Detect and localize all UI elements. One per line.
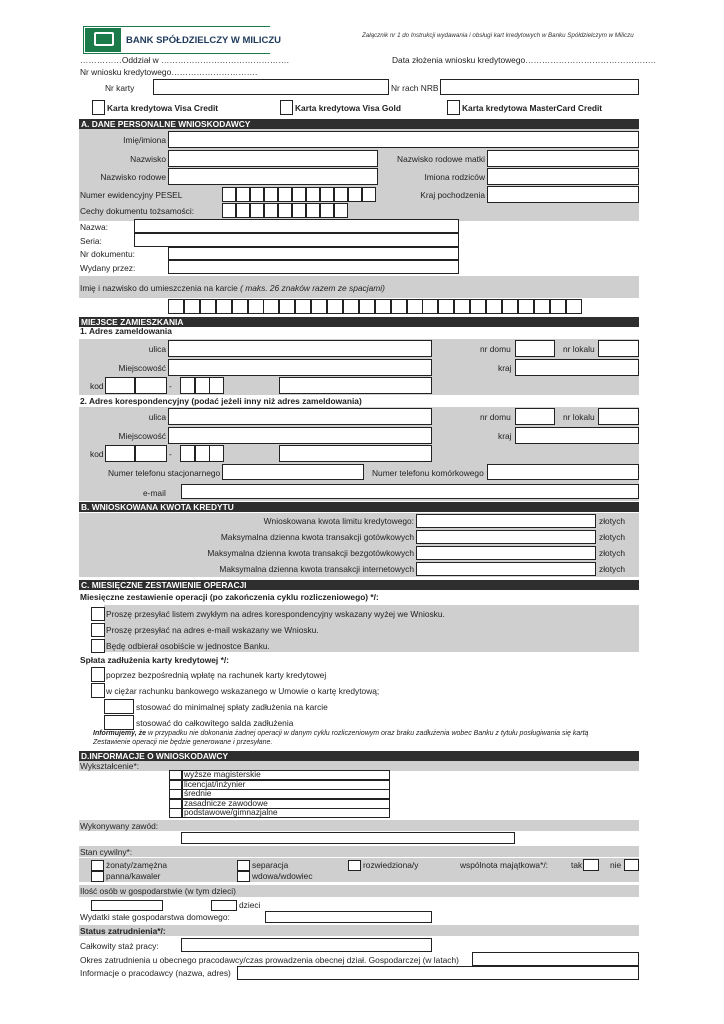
zawod-label: Wykonywany zawód: bbox=[80, 821, 159, 831]
ilosc-label: Ilość osób w gospodarstwie (w tym dzieci) bbox=[80, 886, 236, 896]
edu-option: średnie bbox=[184, 788, 212, 798]
kwota-field[interactable] bbox=[416, 530, 596, 544]
name-char-box[interactable] bbox=[232, 299, 248, 314]
name-char-box[interactable] bbox=[184, 299, 200, 314]
rozwiedziona-label: rozwiedziona/y bbox=[363, 860, 419, 870]
kwota-field[interactable] bbox=[416, 514, 596, 528]
card-type-label: Karta kredytowa Visa Gold bbox=[295, 103, 401, 113]
section-c-header: C. MIESIĘCZNE ZESTAWIENIE OPERACJI bbox=[79, 580, 639, 590]
splata-sub-option: stosować do minimalnej spłaty zadłużenia na karcie bbox=[136, 702, 328, 712]
tel-stac-field[interactable] bbox=[222, 464, 364, 480]
zawod-field[interactable] bbox=[181, 832, 515, 844]
pesel-digit-box[interactable] bbox=[320, 187, 334, 202]
status-label: Status zatrudnienia*/: bbox=[80, 926, 166, 936]
name-char-box[interactable] bbox=[200, 299, 216, 314]
ulica-label: ulica bbox=[148, 412, 166, 422]
imie-label: Imię/imiona bbox=[123, 135, 166, 145]
pesel-label: Numer ewidencyjny PESEL bbox=[80, 190, 183, 200]
tel-kom-field[interactable] bbox=[487, 464, 639, 480]
section-a-header: A. DANE PERSONALNE WNIOSKODAWCY bbox=[79, 119, 639, 129]
oddzial-line: ……………Oddział w ………………………………………. bbox=[80, 55, 289, 65]
pesel-digit-box[interactable] bbox=[362, 187, 376, 202]
kwota-label: Maksymalna dzienna kwota transakcji gotówkowych bbox=[220, 532, 414, 542]
cechy-char-box[interactable] bbox=[292, 203, 306, 218]
zestawienie-option: Proszę przesyłać na adres e-mail wskazany we Wniosku. bbox=[106, 625, 319, 635]
cechy-char-box[interactable] bbox=[264, 203, 278, 218]
nr-lokalu-label: nr lokalu bbox=[563, 344, 595, 354]
splata-option: w ciężar rachunku bankowego wskazanego w Umowie o kartę kredytową; bbox=[106, 686, 380, 696]
section-d-header: D.INFORMACJE O WNIOSKODAWCY bbox=[79, 751, 639, 761]
seria-label: Seria: bbox=[80, 236, 102, 246]
cechy-char-box[interactable] bbox=[278, 203, 292, 218]
kwota-field[interactable] bbox=[416, 546, 596, 560]
kwota-label: Maksymalna dzienna kwota transakcji internetowych bbox=[219, 564, 414, 574]
name-char-box[interactable] bbox=[502, 299, 518, 314]
nazwa-field[interactable] bbox=[134, 219, 459, 233]
kod-box[interactable] bbox=[195, 445, 210, 462]
nr-lokalu-label: nr lokalu bbox=[563, 412, 595, 422]
kod-label: kod bbox=[90, 449, 104, 459]
imie-field[interactable] bbox=[168, 131, 639, 148]
kraj-field[interactable] bbox=[515, 359, 639, 376]
kod-box[interactable] bbox=[135, 377, 167, 394]
name-char-box[interactable] bbox=[279, 299, 295, 314]
edu-checkbox[interactable] bbox=[169, 808, 182, 818]
kraj-field[interactable] bbox=[515, 427, 639, 444]
miejscowosc-label: Miejscowość bbox=[118, 431, 166, 441]
name-char-box[interactable] bbox=[391, 299, 407, 314]
kwota-unit: złotych bbox=[599, 548, 626, 558]
kwota-unit: złotych bbox=[599, 532, 626, 542]
info-note-2: Zestawienie operacji nie będzie generowane i przesyłane. bbox=[93, 739, 273, 746]
name-char-box[interactable] bbox=[407, 299, 423, 314]
miejscowosc-field[interactable] bbox=[168, 427, 432, 444]
tel-kom-label: Numer telefonu komórkowego bbox=[372, 468, 484, 478]
cechy-char-box[interactable] bbox=[306, 203, 320, 218]
wyksztalcenie-label: Wykształcenie*: bbox=[80, 761, 140, 771]
tel-stac-label: Numer telefonu stacjonarnego bbox=[108, 468, 221, 478]
name-char-box[interactable] bbox=[248, 299, 264, 314]
kwota-unit: złotych bbox=[599, 564, 626, 574]
panna-checkbox[interactable] bbox=[91, 871, 104, 882]
name-char-box[interactable] bbox=[295, 299, 311, 314]
kwota-field[interactable] bbox=[416, 562, 596, 576]
card-type-label: Karta kredytowa MasterCard Credit bbox=[462, 103, 603, 113]
splata-checkbox[interactable] bbox=[91, 667, 105, 682]
splata-option: poprzez bezpośrednią wpłatę na rachunek karty kredytowej bbox=[106, 670, 327, 680]
kod-box[interactable] bbox=[209, 377, 224, 394]
email-label: e-mail bbox=[143, 488, 166, 498]
name-char-box[interactable] bbox=[486, 299, 502, 314]
zestawienie-checkbox[interactable] bbox=[91, 607, 105, 621]
nr-domu-label: nr domu bbox=[480, 412, 511, 422]
address-zamel-title: 1. Adres zameldowania bbox=[80, 326, 172, 336]
ulica-field[interactable] bbox=[168, 340, 432, 357]
pesel-digit-box[interactable] bbox=[264, 187, 278, 202]
zonaty-checkbox[interactable] bbox=[91, 860, 104, 871]
nazwisko-rodowe-label: Nazwisko rodowe bbox=[100, 172, 166, 182]
nr-domu-field[interactable] bbox=[515, 408, 555, 425]
nr-dok-label: Nr dokumentu: bbox=[80, 249, 135, 259]
nie-checkbox[interactable] bbox=[624, 859, 639, 871]
address-koresp-title: 2. Adres korespondencyjny (podać jeżeli inny niż adres zameldowania) bbox=[80, 396, 362, 406]
name-char-box[interactable] bbox=[375, 299, 391, 314]
splata-title: Spłata zadłużenia karty kredytowej */: bbox=[80, 655, 229, 665]
nazwisko-matki-field[interactable] bbox=[487, 150, 639, 167]
okres-label: Okres zatrudnienia u obecnego pracodawcy/czas prowadzenia obecnej dział. Gospodarczej (w latach) bbox=[80, 955, 459, 965]
kwota-label: Maksymalna dzienna kwota transakcji bezgotówkowych bbox=[207, 548, 414, 558]
pesel-digit-box[interactable] bbox=[236, 187, 250, 202]
cechy-char-box[interactable] bbox=[334, 203, 348, 218]
wydatki-label: Wydatki stałe gospodarstwa domowego: bbox=[80, 912, 230, 922]
nr-lokalu-field[interactable] bbox=[598, 408, 639, 425]
name-char-box[interactable] bbox=[470, 299, 486, 314]
rozwiedziona-checkbox[interactable] bbox=[348, 860, 361, 871]
name-char-box[interactable] bbox=[343, 299, 359, 314]
edu-checkbox[interactable] bbox=[169, 789, 182, 799]
kraj-label: kraj bbox=[498, 363, 512, 373]
nr-rach-label: Nr rach NRB bbox=[391, 83, 439, 93]
cechy-label: Cechy dokumentu tożsamości: bbox=[80, 206, 195, 216]
kod-box[interactable] bbox=[105, 377, 135, 394]
nazwisko-label: Nazwisko bbox=[130, 154, 166, 164]
stan-label: Stan cywilny*: bbox=[80, 847, 133, 857]
card-type-checkbox[interactable] bbox=[280, 100, 293, 115]
pesel-digit-box[interactable] bbox=[250, 187, 264, 202]
kod-box[interactable] bbox=[195, 377, 210, 394]
kod-box[interactable] bbox=[180, 445, 195, 462]
pesel-digit-box[interactable] bbox=[306, 187, 320, 202]
name-char-box[interactable] bbox=[311, 299, 327, 314]
card-type-checkbox[interactable] bbox=[447, 100, 460, 115]
name-char-box[interactable] bbox=[216, 299, 232, 314]
wydany-label: Wydany przez: bbox=[80, 263, 136, 273]
card-type-checkbox[interactable] bbox=[92, 100, 105, 115]
cechy-char-box[interactable] bbox=[320, 203, 334, 218]
nr-wniosku: Nr wniosku kredytowego…………………………. bbox=[80, 67, 258, 77]
name-char-box[interactable] bbox=[518, 299, 534, 314]
name-char-box[interactable] bbox=[534, 299, 550, 314]
bank-name: BANK SPÓŁDZIELCZY W MILICZU bbox=[126, 35, 281, 46]
pesel-digit-box[interactable] bbox=[334, 187, 348, 202]
kraj-label: kraj bbox=[498, 431, 512, 441]
nr-karty-label: Nr karty bbox=[105, 83, 135, 93]
zestawienie-checkbox[interactable] bbox=[91, 639, 105, 653]
zestawienie-option: Będę odbierał osobiście w jednostce Banku. bbox=[106, 641, 270, 651]
kod-extra-field[interactable] bbox=[279, 445, 432, 462]
nr-karty-field[interactable] bbox=[153, 79, 389, 95]
name-char-box[interactable] bbox=[359, 299, 375, 314]
separacja-checkbox[interactable] bbox=[237, 860, 250, 871]
name-char-box[interactable] bbox=[454, 299, 470, 314]
kod-box[interactable] bbox=[105, 445, 135, 462]
dzieci-label: dzieci bbox=[239, 900, 261, 910]
nie-label: nie bbox=[610, 860, 622, 870]
wydany-field[interactable] bbox=[168, 260, 459, 274]
tak-label: tak bbox=[571, 860, 583, 870]
panna-label: panna/kawaler bbox=[106, 871, 161, 881]
kwota-label: Wnioskowana kwota limitu kredytowego: bbox=[263, 516, 414, 526]
edu-option: podstawowe/gimnazjalne bbox=[184, 807, 278, 817]
edu-checkbox[interactable] bbox=[169, 799, 182, 809]
kraj-pochodzenia-label: Kraj pochodzenia bbox=[420, 190, 485, 200]
splata-sub-checkbox[interactable] bbox=[104, 699, 134, 714]
nr-lokalu-field[interactable] bbox=[598, 340, 639, 357]
edu-option: wyższe magisterskie bbox=[184, 769, 261, 779]
annex-note: Załącznik nr 1 do Instrukcji wydawania i obsługi kart kredytowych w Banku Spółdzielczym w Miliczu bbox=[362, 32, 634, 39]
name-char-box[interactable] bbox=[422, 299, 438, 314]
kod-box[interactable] bbox=[180, 377, 195, 394]
pesel-digit-box[interactable] bbox=[222, 187, 236, 202]
okres-field[interactable] bbox=[472, 952, 639, 966]
name-char-box[interactable] bbox=[550, 299, 566, 314]
miejscowosc-label: Miejscowość bbox=[118, 363, 166, 373]
nr-dok-field[interactable] bbox=[168, 247, 459, 260]
info-pracodawca-label: Informacje o pracodawcy (nazwa, adres) bbox=[80, 968, 231, 978]
info-pracodawca-field[interactable] bbox=[237, 966, 639, 980]
tak-checkbox[interactable] bbox=[583, 859, 599, 871]
zestawienie-option: Proszę przesyłać listem zwykłym na adres korespondencyjny wskazany wyżej we Wniosku. bbox=[106, 609, 445, 619]
email-field[interactable] bbox=[181, 484, 639, 499]
kwota-unit: złotych bbox=[599, 516, 626, 526]
name-char-box[interactable] bbox=[168, 299, 184, 314]
wdowa-label: wdowa/wdowiec bbox=[252, 871, 313, 881]
splata-checkbox[interactable] bbox=[91, 683, 105, 698]
cechy-char-box[interactable] bbox=[250, 203, 264, 218]
info-note: Informujemy, że w przypadku nie dokonania żadnej operacji w danym cyklu rozliczeniowym oraz braku zadłużenia wobec Banku z tytułu posługiwania się kartą bbox=[93, 730, 589, 737]
dzieci-field[interactable] bbox=[211, 900, 237, 911]
edu-option: licencjat/inżynier bbox=[184, 778, 246, 789]
wydatki-field[interactable] bbox=[265, 911, 432, 923]
kod-label: kod bbox=[90, 381, 104, 391]
name-char-box[interactable] bbox=[566, 299, 582, 314]
edu-checkbox[interactable] bbox=[169, 770, 182, 780]
nazwisko-field[interactable] bbox=[168, 150, 378, 167]
nazwisko-matki-label: Nazwisko rodowe matki bbox=[397, 154, 485, 164]
separacja-label: separacja bbox=[252, 860, 289, 870]
ulica-label: ulica bbox=[148, 344, 166, 354]
kod-box[interactable] bbox=[135, 445, 167, 462]
seria-field[interactable] bbox=[134, 233, 459, 247]
bank-logo bbox=[83, 26, 281, 54]
nazwisko-rodowe-field[interactable] bbox=[168, 168, 378, 185]
ilosc-field[interactable] bbox=[91, 900, 163, 911]
staz-label: Całkowity staż pracy: bbox=[80, 941, 159, 951]
address-header: MIEJSCE ZAMIESZKANIA bbox=[79, 317, 639, 327]
name-char-box[interactable] bbox=[263, 299, 279, 314]
edu-checkbox[interactable] bbox=[169, 780, 182, 790]
pesel-digit-box[interactable] bbox=[292, 187, 306, 202]
nr-rach-field[interactable] bbox=[440, 79, 639, 95]
edu-option: zasadnicze zawodowe bbox=[184, 797, 268, 808]
pesel-digit-box[interactable] bbox=[348, 187, 362, 202]
kod-dash: - bbox=[169, 381, 172, 391]
wdowa-checkbox[interactable] bbox=[237, 871, 250, 882]
zestawienie-checkbox[interactable] bbox=[91, 623, 105, 637]
section-b-header: B. WNIOSKOWANA KWOTA KREDYTU bbox=[79, 502, 639, 512]
ulica-field[interactable] bbox=[168, 408, 432, 425]
zonaty-label: żonaty/zamężna bbox=[106, 860, 167, 870]
wspolnota-label: wspólnota majątkowa*/: bbox=[460, 860, 548, 870]
cechy-char-box[interactable] bbox=[222, 203, 236, 218]
kraj-pochodzenia-field[interactable] bbox=[487, 186, 639, 203]
name-char-box[interactable] bbox=[327, 299, 343, 314]
data-zlozenia: Data złożenia wniosku kredytowego……………………………………….. bbox=[392, 55, 656, 65]
imiona-rodzicow-label: Imiona rodziców bbox=[424, 172, 485, 182]
miejscowosc-field[interactable] bbox=[168, 359, 432, 376]
card-type-label: Karta kredytowa Visa Credit bbox=[107, 103, 219, 113]
cechy-char-box[interactable] bbox=[236, 203, 250, 218]
name-char-box[interactable] bbox=[438, 299, 454, 314]
splata-sub-option: stosować do całkowitego salda zadłużenia bbox=[136, 718, 294, 728]
nr-domu-field[interactable] bbox=[515, 340, 555, 357]
nr-domu-label: nr domu bbox=[480, 344, 511, 354]
kod-dash: - bbox=[169, 449, 172, 459]
kod-box[interactable] bbox=[209, 445, 224, 462]
zestawienie-title: Miesięczne zestawienie operacji (po zakończenia cyklu rozliczeniowego) */: bbox=[80, 592, 379, 602]
kod-extra-field[interactable] bbox=[279, 377, 432, 394]
imiona-rodzicow-field[interactable] bbox=[487, 168, 639, 185]
splata-sub-checkbox[interactable] bbox=[104, 715, 134, 730]
staz-field[interactable] bbox=[181, 938, 432, 952]
nazwa-label: Nazwa: bbox=[80, 222, 108, 232]
pesel-digit-box[interactable] bbox=[278, 187, 292, 202]
imie-karta-label: Imię i nazwisko do umieszczenia na karcie ( maks. 26 znaków razem ze spacjami) bbox=[80, 283, 385, 293]
